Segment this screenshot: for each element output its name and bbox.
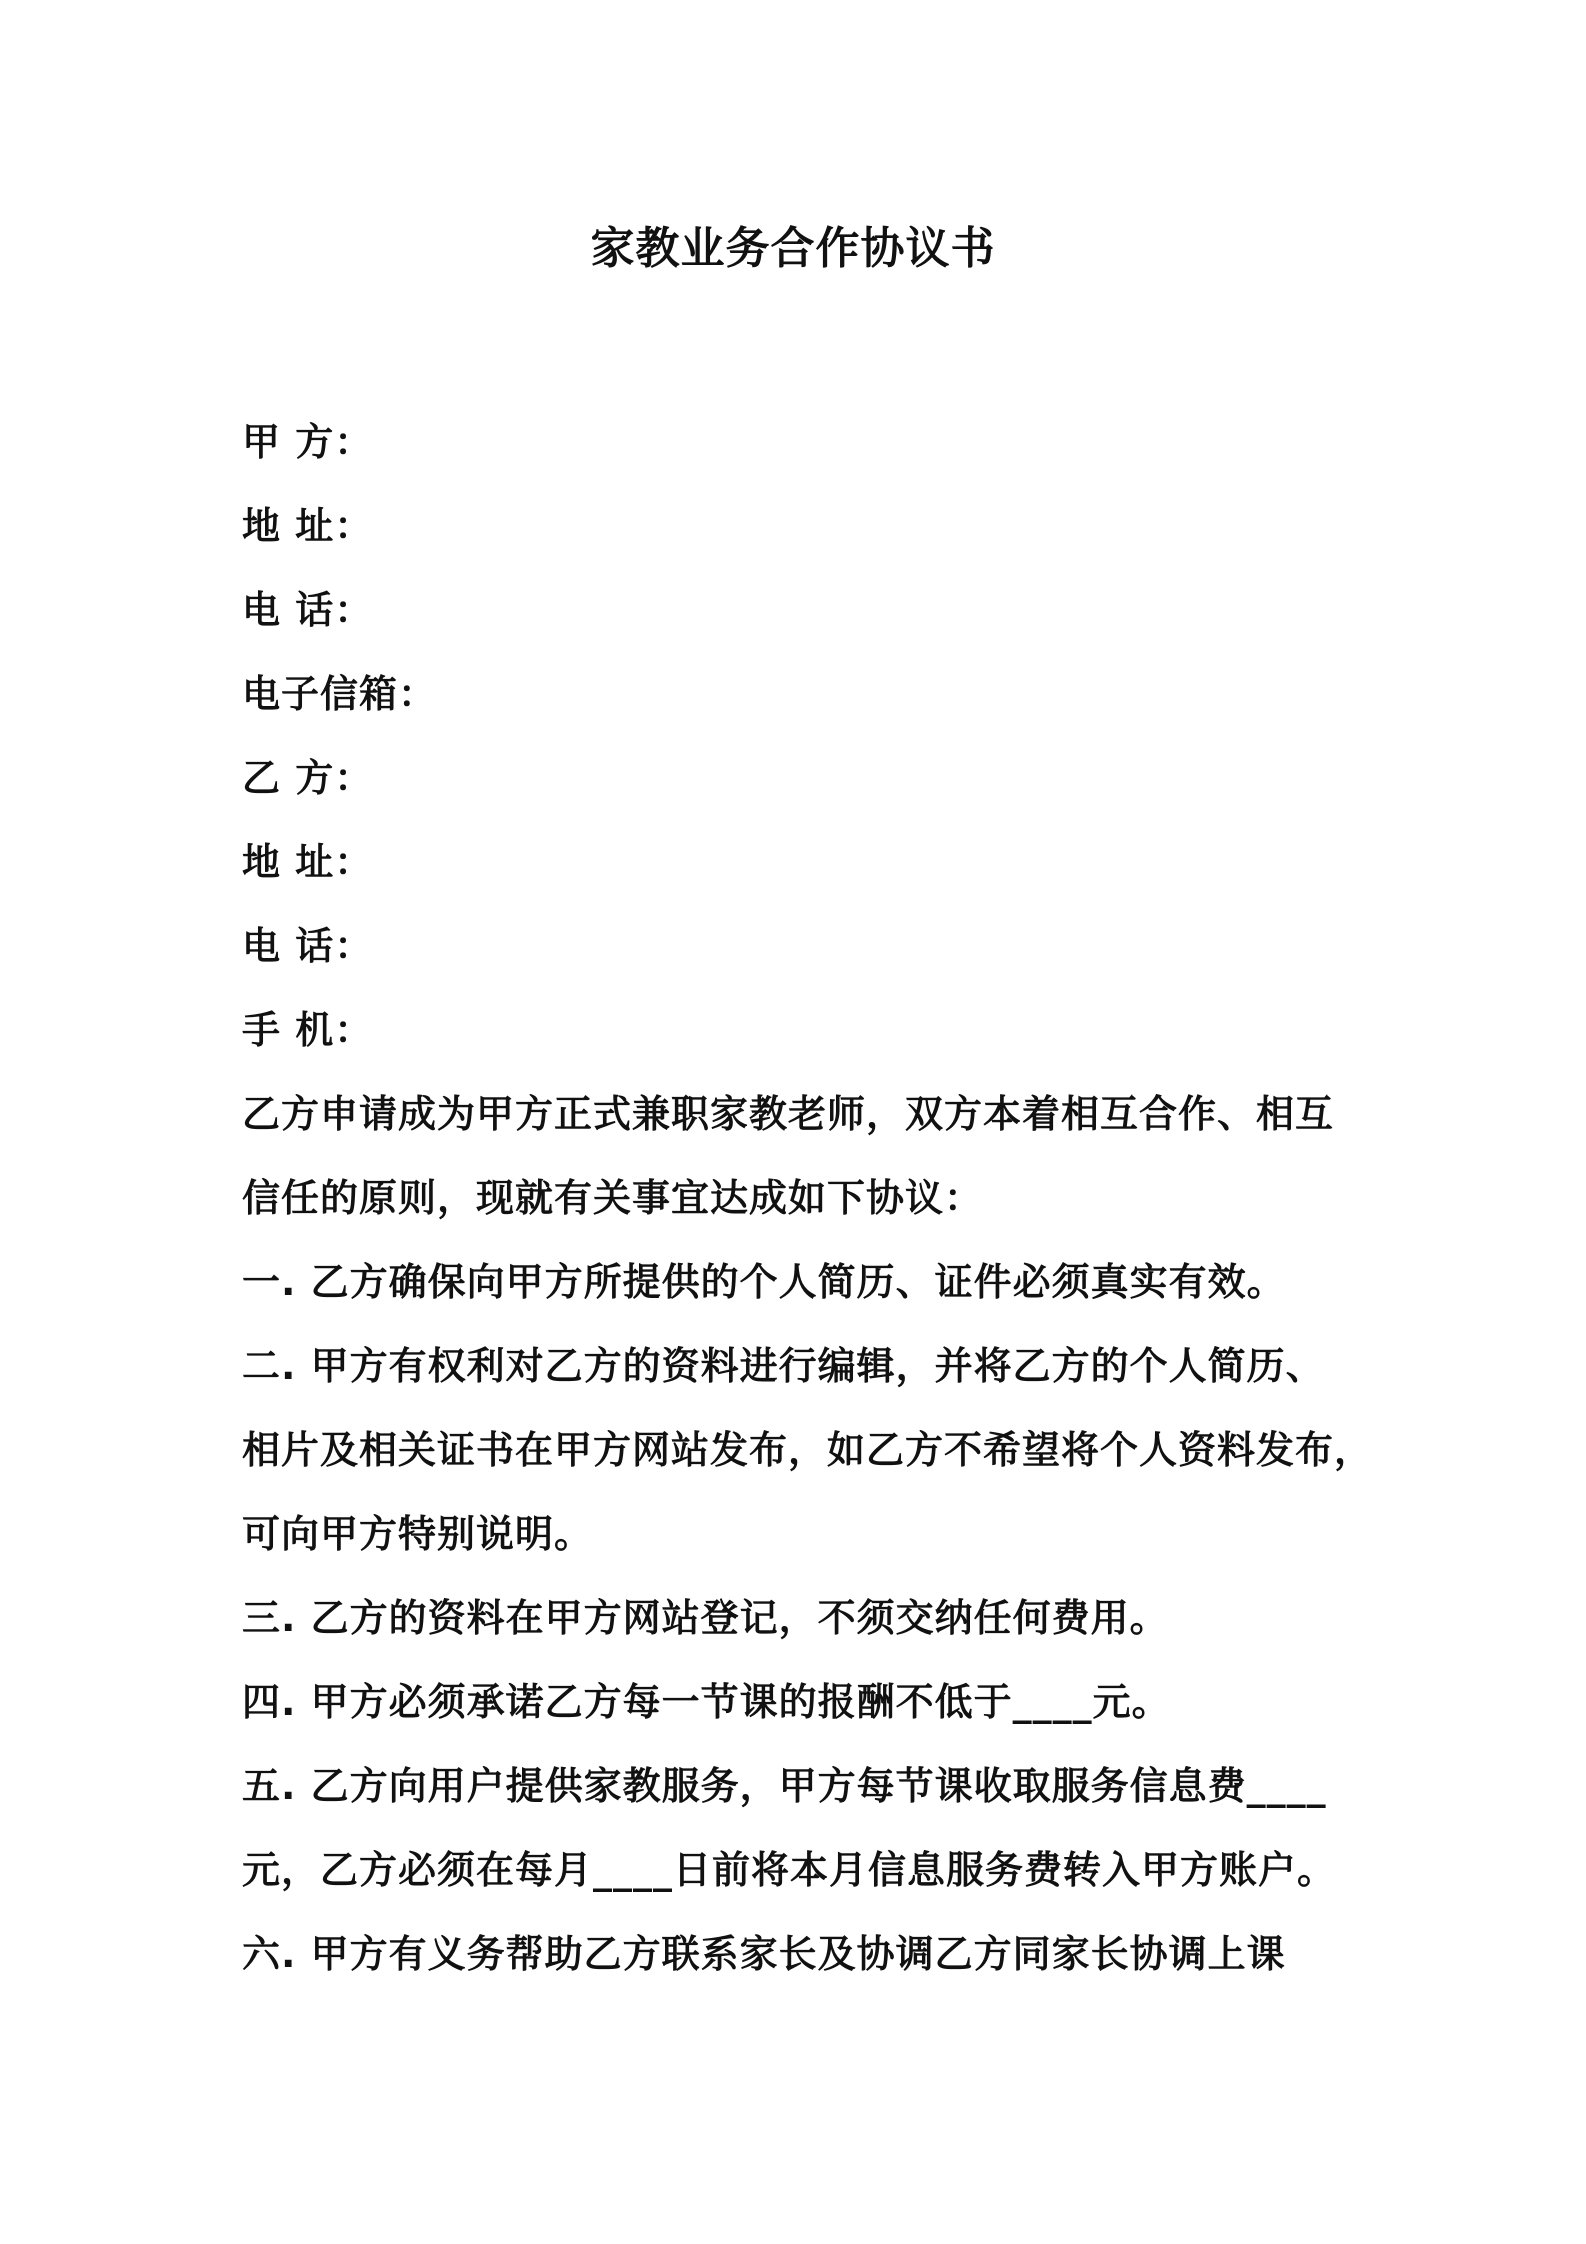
party-a-address-label: 地 址： [242, 504, 374, 548]
clause-6-line-1: 六. 甲方有义务帮助乙方联系家长及协调乙方同家长协调上课 [242, 1932, 1286, 1976]
party-b-phone-label: 电 话： [242, 924, 374, 968]
clause-2-line-3: 可向甲方特别说明。 [242, 1512, 594, 1556]
document-body [242, 400, 1382, 1996]
party-a-label: 甲 方： [242, 420, 374, 464]
clause-5-line-1: 五. 乙方向用户提供家教服务，甲方每节课收取服务信息费____ [242, 1764, 1327, 1808]
party-a-email-label: 电子信箱： [242, 672, 438, 716]
clause-2-line-2: 相片及相关证书在甲方网站发布，如乙方不希望将个人资料发布， [242, 1428, 1374, 1472]
clause-2-line-1: 二. 甲方有权利对乙方的资料进行编辑，并将乙方的个人简历、 [242, 1344, 1325, 1388]
party-b-mobile-label: 手 机： [242, 1008, 374, 1052]
clause-1: 一. 乙方确保向甲方所提供的个人简历、证件必须真实有效。 [242, 1260, 1286, 1304]
preamble-line-2: 信任的原则，现就有关事宜达成如下协议： [242, 1176, 984, 1220]
preamble-line-1: 乙方申请成为甲方正式兼职家教老师，双方本着相互合作、相互 [242, 1092, 1335, 1136]
clause-3: 三. 乙方的资料在甲方网站登记，不须交纳任何费用。 [242, 1596, 1169, 1640]
party-b-address-label: 地 址： [242, 840, 374, 884]
party-b-label: 乙 方： [242, 756, 374, 800]
clause-5-line-2: 元，乙方必须在每月____日前将本月信息服务费转入甲方账户。 [242, 1848, 1337, 1892]
document-title: 家教业务合作协议书 [590, 223, 996, 274]
party-a-phone-label: 电 话： [242, 588, 374, 632]
clause-4: 四. 甲方必须承诺乙方每一节课的报酬不低于____元。 [242, 1680, 1171, 1724]
